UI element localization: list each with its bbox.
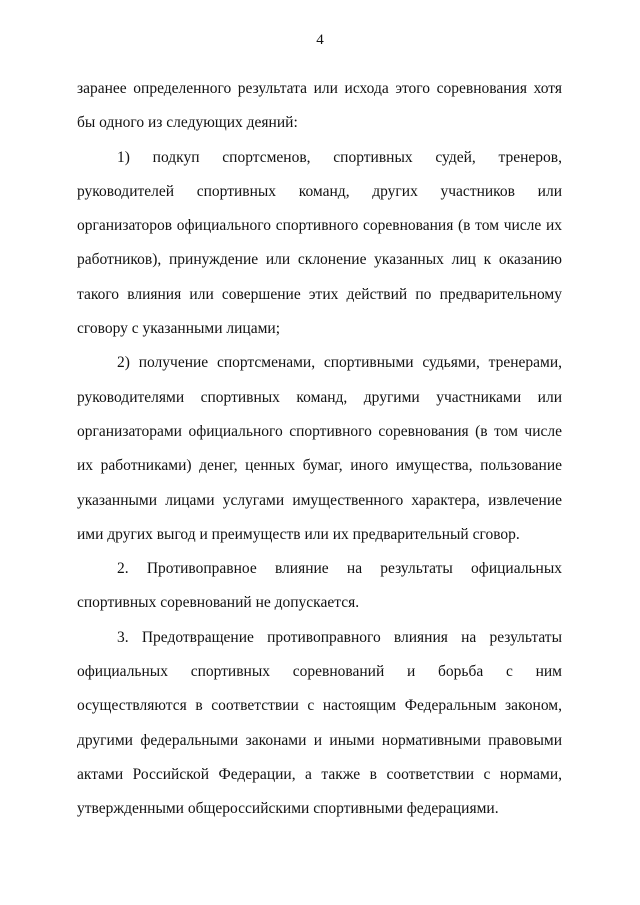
paragraph-clause-3: 3. Предотвращение противоправного влияния на результаты официальных спортивных соревнований и борьба с ним осуществляются в соответствии с настоящим Федеральным законом, другими федеральными законами и иными нормативными правовыми актами Российской Федерации, а также в соответствии с нормами, утвержденными общероссийскими спортивными федерациями. [77,628,562,818]
document-body [77,72,562,827]
page-number: 4 [316,32,324,48]
paragraph-clause-2: 2. Противоправное влияние на результаты официальных спортивных соревнований не допускается. [77,560,562,612]
paragraph-item-2: 2) получение спортсменами, спортивными судьями, тренерами, руководителями спортивных команд, другими участниками или организаторами официального спортивного соревнования (в том числе их работниками) денег, ценных бумаг, иного имущества, пользование указанными лицами услугами имущественного характера, извлечение ими других выгод и преимуществ или их предварительный сговор. [77,354,562,543]
paragraph-continuation: заранее определенного результата или исхода этого соревнования хотя бы одного из следующих деяний: [77,80,562,132]
paragraph-item-1: 1) подкуп спортсменов, спортивных судей, тренеров, руководителей спортивных команд, других участников или организаторов официального спортивного соревнования (в том числе их работников), принуждение или склонение указанных лиц к оказанию такого влияния или совершение этих действий по предварительному сговору с указанными лицами; [77,148,562,338]
